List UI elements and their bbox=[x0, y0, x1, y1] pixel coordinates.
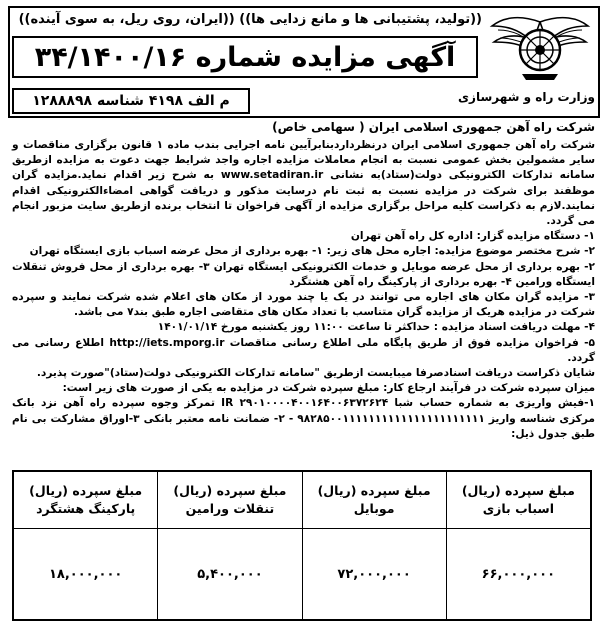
reference-number: م الف ۴۱۹۸ شناسه ۱۲۸۸۸۹۸ bbox=[32, 93, 230, 109]
value-cell-snacks-varamin: ۵,۴۰۰,۰۰۰ bbox=[158, 529, 302, 621]
auction-title: آگهی مزایده شماره ۳۴/۱۴۰۰/۱۶ bbox=[34, 41, 456, 73]
slogan-text: ((تولید، پشتیبانی ها و مانع زدایی ها)) ((ایران، روی ریل، به سوی آینده)) bbox=[18, 12, 482, 27]
header-cell-parking-hashtgerd: مبلغ سپرده (ریال) پارکینگ هشتگرد bbox=[13, 471, 158, 529]
deposit-table-header-row bbox=[13, 471, 591, 529]
header-cell-mobile: مبلغ سپرده (ریال) موبایل bbox=[302, 471, 446, 529]
body-item-4: ۴- مهلت دریافت اسناد مزایده : حداکثر تا ساعت ۱۱:۰۰ روز یکشنبه مورخ ۱۴۰۱/۰۱/۱۴ bbox=[157, 321, 595, 334]
body-item-2: ۲- شرح مختصر موضوع مزایده: اجاره محل های زیر: ۱- بهره برداری از محل عرضه اسباب بازی ایستگاه تهران bbox=[29, 245, 595, 258]
title-box bbox=[12, 36, 478, 78]
body-item-1: ۱- دستگاه مزایده گزار: اداره کل راه آهن تهران bbox=[350, 230, 595, 243]
value-cell-toys: ۶۶,۰۰۰,۰۰۰ bbox=[446, 529, 591, 621]
body-item-2-continued: ۲- بهره برداری از محل عرضه موبایل و خدمات الکترونیکی ایستگاه تهران ۳- بهره برداری از محل فروش تنقلات ایستگاه ورامین ۴- بهره برداری از پارکینگ راه آهن هشتگرد bbox=[12, 260, 596, 288]
ministry-name: وزارت راه و شهرسازی bbox=[458, 90, 595, 104]
body-item-3: ۳- مزایده گران مکان های اجاره می توانند در یک یا چند مورد از مکان های اعلام شده شرکت نمایند و سپرده شرکت در مزایده هریک از مزایده گران متناسب با تعداد مکان های متقاضی اجاره طبق بند۷ می باشد. bbox=[12, 291, 595, 319]
body-paragraph-intro: شرکت راه آهن جمهوری اسلامی ایران درنظرداردبنابرآیین نامه اجرایی بندب ماده ۱ قانون برگزاری مناقصات و سایر مشمولین بخش عمومی نسبت به انجام معاملات مزایده اجاره واجد شرایط جهت دعوت به مزایده ازطریق سامانه تدارکات الکترونیکی دولت(ستاد)به نشانی www.setadiran.ir به شرح زیر اقدام نماید.مزایده گران موظفند برای شرکت در مزایده نسبت به ثبت نام درسایت مذکور و دریافت گواهی امضاءالکترونیکی اقدام نمایند.لازم به ذکراست کلیه مراحل برگزاری مزایده از آگهی فراخوان تا انتخاب برنده ازطریق سایت مزبور انجام می گردد. bbox=[12, 139, 595, 228]
notice-body bbox=[12, 138, 595, 470]
railway-winged-wheel-logo bbox=[488, 10, 592, 84]
body-note: شایان ذکراست دریافت اسنادصرفا میبایست ازطریق "سامانه تدارکات الکترونیکی دولت(ستاد)"صورت پذیرد. bbox=[36, 367, 595, 380]
header-cell-toys: مبلغ سپرده (ریال) اسباب بازی bbox=[446, 471, 591, 529]
reference-number-box bbox=[12, 88, 250, 114]
deposit-table bbox=[12, 470, 592, 621]
header-cell-snacks-varamin: مبلغ سپرده (ریال) تنقلات ورامین bbox=[158, 471, 302, 529]
value-cell-parking-hashtgerd: ۱۸,۰۰۰,۰۰۰ bbox=[13, 529, 158, 621]
value-cell-mobile: ۷۲,۰۰۰,۰۰۰ bbox=[302, 529, 446, 621]
company-name: شرکت راه آهن جمهوری اسلامی ایران ( سهامی خاص) bbox=[272, 120, 595, 134]
body-deposit-methods: ۱-فیش واریزی به شماره حساب شبا IR ۲۹۰۱۰۰۰۰۴۰۰۱۶۴۰۰۶۳۷۲۶۲۴ تمرکز وجوه سپرده راه آهن نزد بانک مرکزی شناسه واریز ۹۸۲۸۵۰۰۱۱۱۱۱۱۱۱۱۱۱۱۱۱۱۱۱۱۱۱۱۱ - ۲- ضمانت نامه معتبر بانکی ۳-اوراق مشارکت بی نام طبق جدول ذیل: bbox=[12, 397, 595, 440]
body-item-5: ۵- فراخوان مزایده فوق از طریق پایگاه ملی اطلاع رسانی مناقصات http://iets.mporg.ir اطلاع رسانی می گردد. bbox=[12, 336, 596, 364]
body-deposit-intro: میزان سپرده شرکت در فرآیند ارجاع کار: مبلغ سپرده شرکت در مزایده به یکی از صورت های زیر است: bbox=[62, 382, 595, 395]
deposit-table-value-row bbox=[13, 529, 591, 621]
